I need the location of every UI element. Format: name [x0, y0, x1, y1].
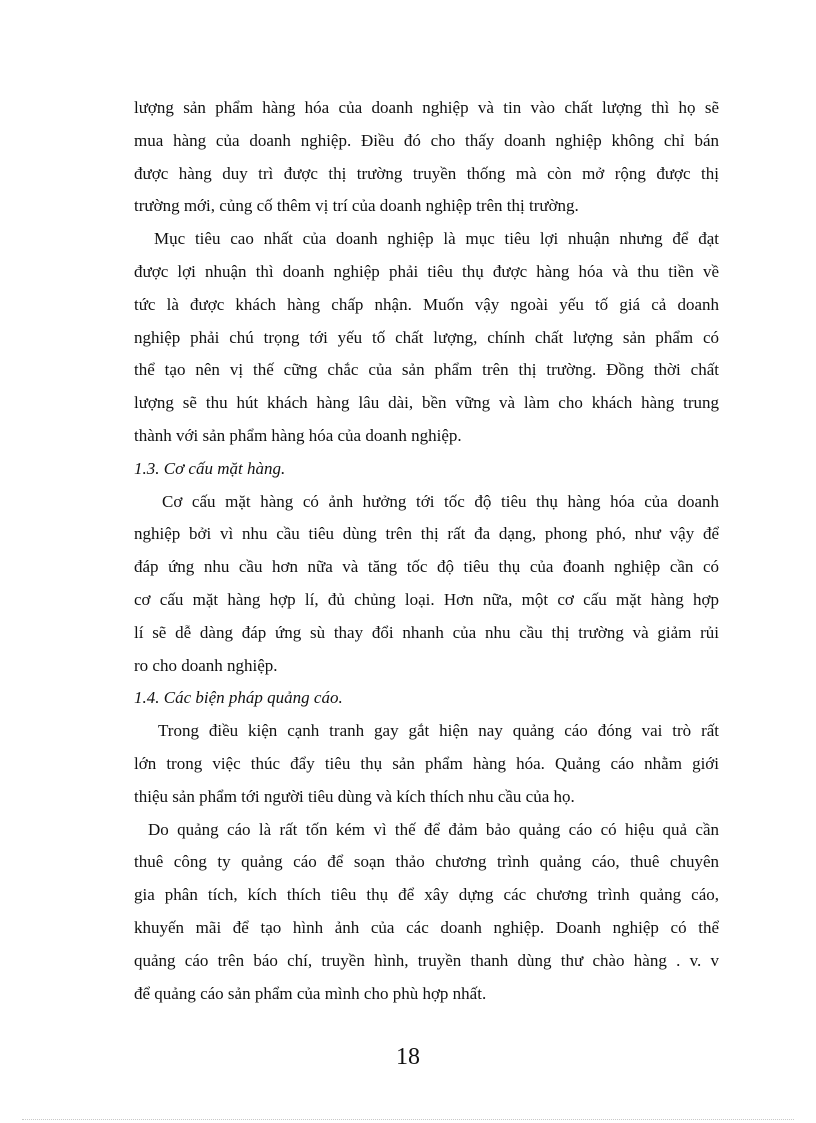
section-heading: 1.4. Các biện pháp quảng cáo. [134, 688, 343, 708]
text-line: Do quảng cáo là rất tốn kém vì thế để đảm bảo quảng cáo có hiệu quả cần [148, 819, 719, 839]
text-line: thành với sản phẩm hàng hóa của doanh nghiệp. [134, 425, 462, 445]
text-line: lí sẽ dễ dàng đáp ứng sù thay đổi nhanh của nhu cầu thị trường và giảm rủi [134, 622, 719, 642]
text-line: Mục tiêu cao nhất của doanh nghiệp là mục tiêu lợi nhuận nhưng để đạt [154, 229, 719, 249]
text-line: thiệu sản phẩm tới người tiêu dùng và kích thích nhu cầu của họ. [134, 786, 575, 806]
text-line: Cơ cấu mặt hàng có ảnh hưởng tới tốc độ tiêu thụ hàng hóa của doanh [162, 491, 719, 511]
text-line: lớn trong việc thúc đẩy tiêu thụ sản phẩm hàng hóa. Quảng cáo nhằm giới [134, 753, 719, 773]
text-line: để quảng cáo sản phẩm của mình cho phù hợp nhất. [134, 983, 487, 1003]
document-body [134, 92, 719, 1010]
text-line: trường mới, củng cố thêm vị trí của doanh nghiệp trên thị trường. [134, 196, 579, 216]
text-line: mua hàng của doanh nghiệp. Điều đó cho thấy doanh nghiệp không chỉ bán [134, 130, 719, 150]
text-line: cơ cấu mặt hàng hợp lí, đủ chủng loại. Hơn nữa, một cơ cấu mặt hàng hợp [134, 589, 719, 609]
text-line: ro cho doanh nghiệp. [134, 655, 278, 675]
text-line: đáp ứng nhu cầu hơn nữa và tăng tốc độ tiêu thụ của đoanh nghiệp cần có [134, 557, 719, 577]
text-line: được hàng duy trì được thị trường truyền thống mà còn mở rộng được thị [134, 163, 719, 183]
page-number: 18 [396, 1044, 420, 1070]
text-line: được lợi nhuận thì doanh nghiệp phải tiêu thụ được hàng hóa và thu tiền về [134, 261, 719, 281]
text-line: gia phân tích, kích thích tiêu thụ để xây dựng các chương trình quảng cáo, [134, 885, 719, 905]
text-line: tức là được khách hàng chấp nhận. Muốn vậy ngoài yếu tố giá cả doanh [134, 294, 719, 314]
page-bottom-divider [22, 1119, 794, 1120]
text-line: thuê công ty quảng cáo để soạn thảo chương trình quảng cáo, thuê chuyên [134, 852, 719, 872]
text-line: Trong điều kiện cạnh tranh gay gắt hiện nay quảng cáo đóng vai trò rất [158, 721, 719, 741]
text-line: lượng sẽ thu hút khách hàng lâu dài, bền vững và làm cho khách hàng trung [134, 393, 719, 413]
text-line: lượng sản phẩm hàng hóa của doanh nghiệp và tin vào chất lượng thì họ sẽ [134, 98, 719, 117]
text-line: quảng cáo trên báo chí, truyền hình, truyền thanh dùng thư chào hàng . v. v [134, 950, 719, 970]
text-line: thể tạo nên vị thế cững chắc của sản phẩm trên thị trường. Đồng thời chất [134, 360, 719, 380]
text-line: nghiệp bởi vì nhu cầu tiêu dùng trên thị rất đa dạng, phong phó, như vậy để [134, 524, 719, 544]
text-line: khuyến mãi để tạo hình ảnh của các doanh nghiệp. Doanh nghiệp có thể [134, 917, 719, 937]
section-heading: 1.3. Cơ cấu mặt hàng. [134, 458, 286, 478]
text-line: nghiệp phải chú trọng tới yếu tố chất lượng, chính chất lượng sản phẩm có [134, 327, 719, 347]
